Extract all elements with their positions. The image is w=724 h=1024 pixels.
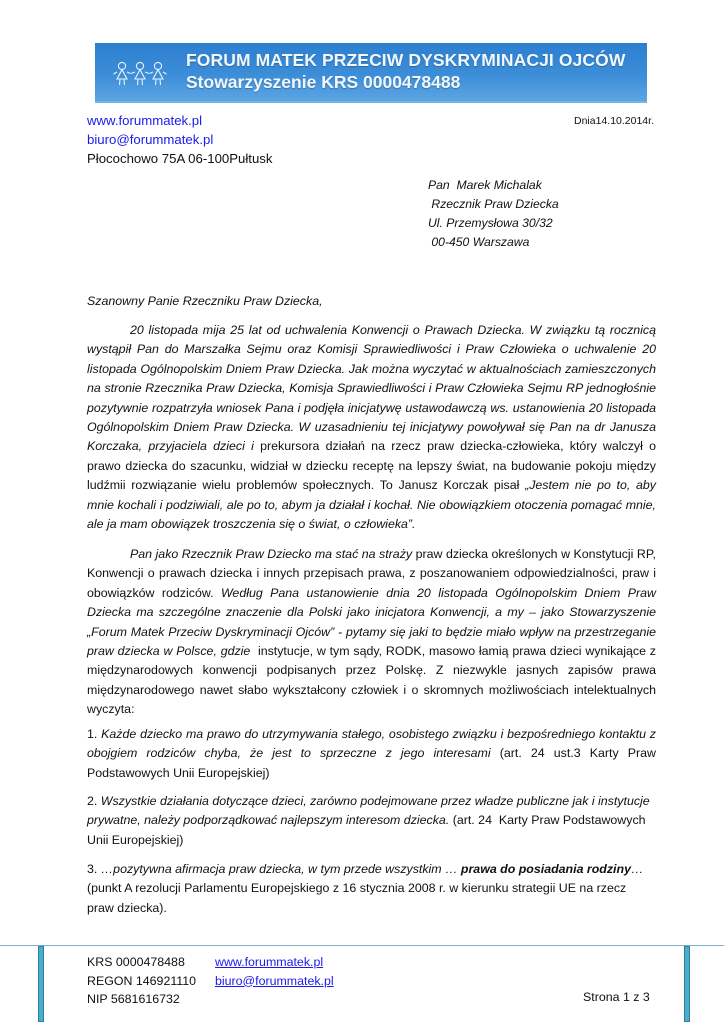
sender-block (87, 111, 272, 168)
salutation: Szanowny Panie Rzeczniku Praw Dziecka, (87, 294, 323, 308)
sender-website-link[interactable]: www.forummatek.pl (87, 113, 203, 128)
item-quote-end: … (630, 862, 644, 876)
footer-divider (0, 945, 724, 946)
footer-left-bar (38, 946, 44, 1022)
sender-address: Płocochowo 75A 06-100Pułtusk (87, 151, 273, 166)
recipient-city: 00-450 Warszawa (428, 235, 530, 249)
korczak-quote: „Jestem nie po to, aby mnie kochali i podziwiali, ale po to, abym ja działał i kochał. Nie obowiązkiem otoczenia pomagać mnie, ale ja mam obowiązek troszczenia się o świat, o człowieka”. (87, 478, 656, 532)
recipient-block (428, 176, 559, 252)
list-item (87, 860, 656, 918)
paragraph-text-italic: Pan jako Rzecznik Praw Dziecko ma stać na straży (130, 547, 413, 561)
recipient-street: Ul. Przemysłowa 30/32 (428, 216, 553, 230)
footer-regon: REGON 146921110 (87, 973, 197, 988)
body-paragraph (87, 321, 656, 534)
item-citation: (art. 24 ust.3 Karty Praw Podstawowych Unii Europejskiej) (87, 746, 656, 780)
sender-email-link[interactable]: biuro@forummatek.pl (87, 132, 214, 147)
paragraph-text-italic: Według Pana ustanowienie dnia 20 listopada Ogólnopolskim Dniem Praw Dziecka ma szczególne znaczenie dla Polski jako inicjatora Konwencji, a my – jako Stowarzyszenie „Forum Matek Przeciw Dyskryminacji Ojców” - pytamy się jaki to będzie miało wpływ na przestrzeganie praw dziecka w Polsce, gdzie (87, 585, 656, 659)
item-number: 1. (87, 727, 102, 741)
footer-website-link[interactable]: www.forummatek.pl (215, 955, 324, 969)
paragraph-text: instytucje, w tym sądy, RODK, masowo łamią prawa dzieci wynikające z międzynarodowych konwencji podpisanych przez Polskę. Z niezwykle jasnych zapisów prawa międzynarodowego nawet słabo wykształcony człowiek i o skromnych możliwościach intelektualnych wyczyta: (87, 644, 660, 717)
item-quote: Każde dziecko ma prawo do utrzymywania stałego, osobistego związku i bezpośredniego kontaktu z obojgiem rodziców chyba, że jest to sprzeczne z jego interesami (87, 727, 656, 761)
footer-krs: KRS 0000478488 (87, 955, 185, 969)
item-emphasis: prawa do posiadania rodziny (460, 862, 631, 876)
list-item (87, 725, 656, 783)
item-citation: (art. 24 Karty Praw Podstawowych Unii Europejskiej) (87, 813, 649, 847)
letter-date: Dnia14.10.2014r. (574, 115, 654, 127)
paragraph-text-italic: 20 listopada mija 25 lat od uchwalenia Konwencji o Prawach Dziecka. W związku tą rocznicą wystąpił Pan do Marszałka Sejmu oraz Komisji Sprawiedliwości i Praw Człowieka o uchwalenie 20 listopada Ogólnopolskim Dniem Praw Dziecka. Jak można wyczytać w aktualnościach zamieszczonych na stronie Rzecznika Praw Dziecka, Komisja Sprawiedliwości i Praw Człowieka Sejmu RP jednogłośnie pozytywnie rozpatrzyła wniosek Pana i podjęła inicjatywę ustawodawczą ws. ustanowienia 20 listopada Ogólnopolskim Dniem Praw Dziecka. W uzasadnieniu tej inicjatywy powoływał się Pan na dr Janusza Korczaka, przyjaciela dzieci i (87, 323, 656, 454)
footer-email-link[interactable]: biuro@forummatek.pl (215, 973, 334, 988)
item-number: 3. (87, 862, 101, 876)
paragraph-text: prekursora działań na rzecz praw dziecka-człowieka, który walczył o prawo dziecka do szacunku, widział w dziecku receptę na lepszy świat, na budowanie pokoju między ludźmii rozwiązanie wielu problemów społecznych. To Janusz Korczak pisał (87, 439, 656, 493)
paper-dolls-icon (113, 61, 167, 87)
page-number: Strona 1 z 3 (583, 990, 650, 1004)
footer-right-bar (684, 946, 690, 1022)
organization-subtitle: Stowarzyszenie KRS 0000478488 (186, 72, 461, 92)
item-citation: (punkt A rezolucji Parlamentu Europejskiego z 16 stycznia 2008 r. w kierunku strategii UE na rzecz praw dziecka). (87, 881, 627, 915)
item-number: 2. (87, 794, 101, 808)
paragraph-text: praw dziecka określonych w Konstytucji RP, Konwencji o prawach dziecka i innych przepisach prawa, z poszanowaniem odpowiedzialności, praw i obowiązków rodziców. (87, 547, 656, 600)
header-banner (95, 43, 647, 103)
recipient-title: Rzecznik Praw Dziecka (428, 197, 559, 211)
body-paragraph (87, 545, 660, 720)
organization-name: FORUM MATEK PRZECIW DYSKRYMINACJI OJCÓW (186, 50, 626, 70)
item-quote: Wszystkie działania dotyczące dzieci, zarówno podejmowane przez władze publiczne jak i instytucje prywatne, należy podporządkować najlepszym interesom dziecka. (87, 794, 650, 828)
footer-nip: NIP 5681616732 (87, 992, 180, 1006)
footer (87, 953, 334, 1009)
list-item (87, 792, 656, 850)
recipient-name: Pan Marek Michalak (428, 178, 542, 192)
item-quote: …pozytywna afirmacja praw dziecka, w tym przede wszystkim … (100, 862, 461, 876)
